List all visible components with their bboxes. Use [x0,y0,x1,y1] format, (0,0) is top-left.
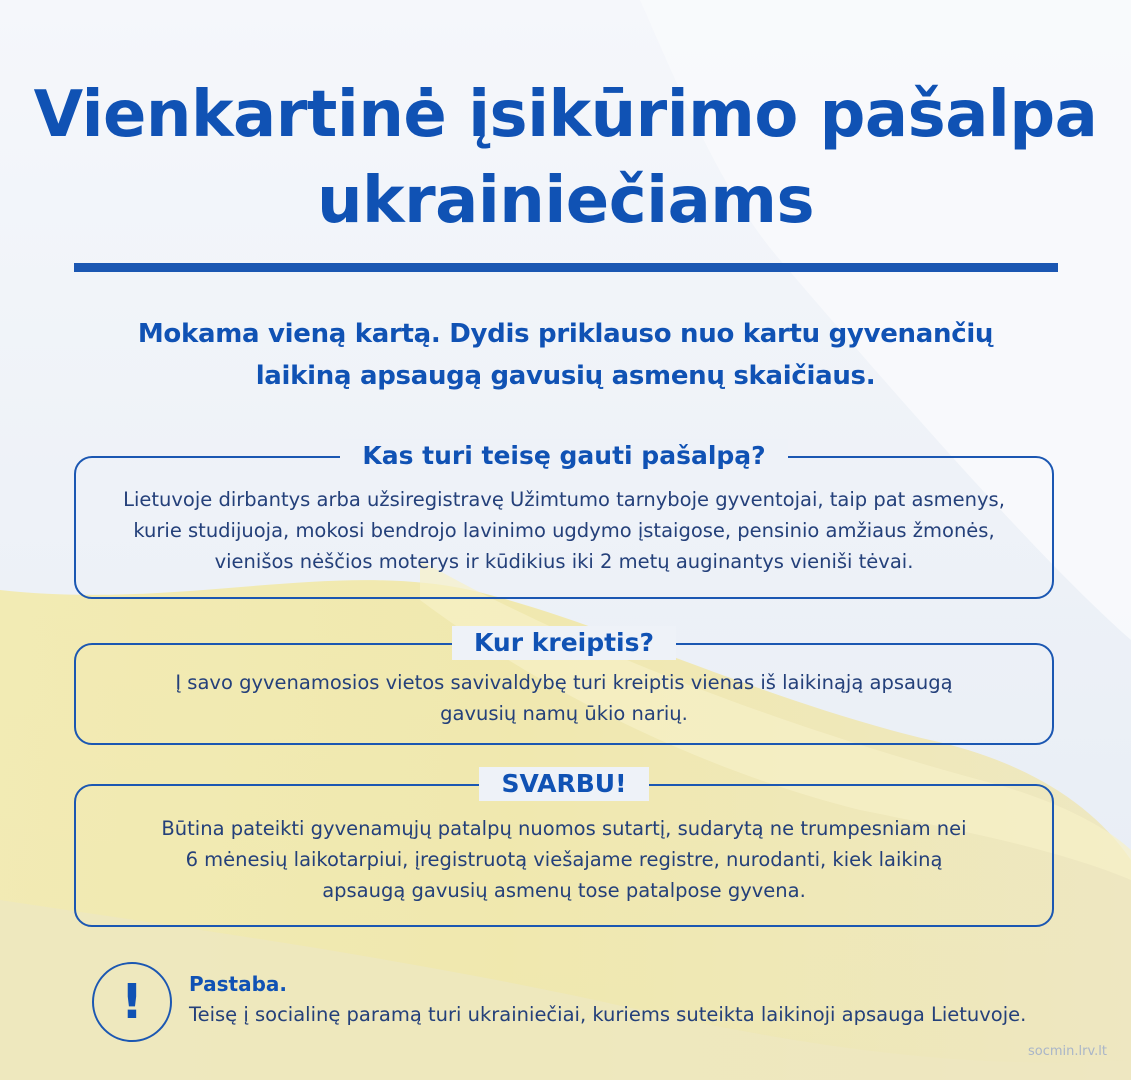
note-title: Pastaba. [189,972,287,996]
subtitle [0,313,1131,397]
section-where-to-apply [74,628,1054,745]
subtitle-line-1: Mokama vieną kartą. Dydis priklauso nuo kartu gyvenančių [137,319,994,349]
title-divider [74,263,1058,272]
note-text: Teisę į socialinę paramą turi ukrainiečiai, kuriems suteikta laikinoji apsauga Lietuvoje. [189,1003,1027,1026]
page-title [0,72,1131,244]
section-title: Kur kreiptis? [76,626,1052,660]
section-body: Lietuvoje dirbantys arba užsiregistravę Užimtumo tarnyboje gyventojai, taip pat asmenys, kurie studijuoja, mokosi bendrojo lavinimo ugdymo įstaigose, pensinio amžiaus žmonės, vienišos nėščios moterys ir kūdikius iki 2 metų auginantys vieniši tėvai. [123,488,1005,573]
section-important [74,769,1054,927]
subtitle-line-2: laikiną apsaugą gavusių asmenų skaičiaus. [255,361,876,391]
exclamation-icon: ! [92,962,172,1042]
section-title: SVARBU! [76,767,1052,801]
section-body: Būtina pateikti gyvenamųjų patalpų nuomos sutartį, sudarytą ne trumpesniam nei 6 mėnesių laikotarpiui, įregistruotą viešajame registre, nurodanti, kiek laikiną apsaugą gavusių asmenų tose patalpose gyvena. [161,817,967,902]
source-url: socmin.lrv.lt [1027,1044,1107,1059]
section-body: Į savo gyvenamosios vietos savivaldybę turi kreiptis vienas iš laikinąją apsaugą gavusių namų ūkio narių. [175,671,953,725]
section-eligibility [74,441,1054,599]
title-line-1: Vienkartinė įsikūrimo pašalpa [33,78,1098,152]
section-title: Kas turi teisę gauti pašalpą? [76,439,1052,473]
title-line-2: ukrainiečiams [316,164,815,238]
